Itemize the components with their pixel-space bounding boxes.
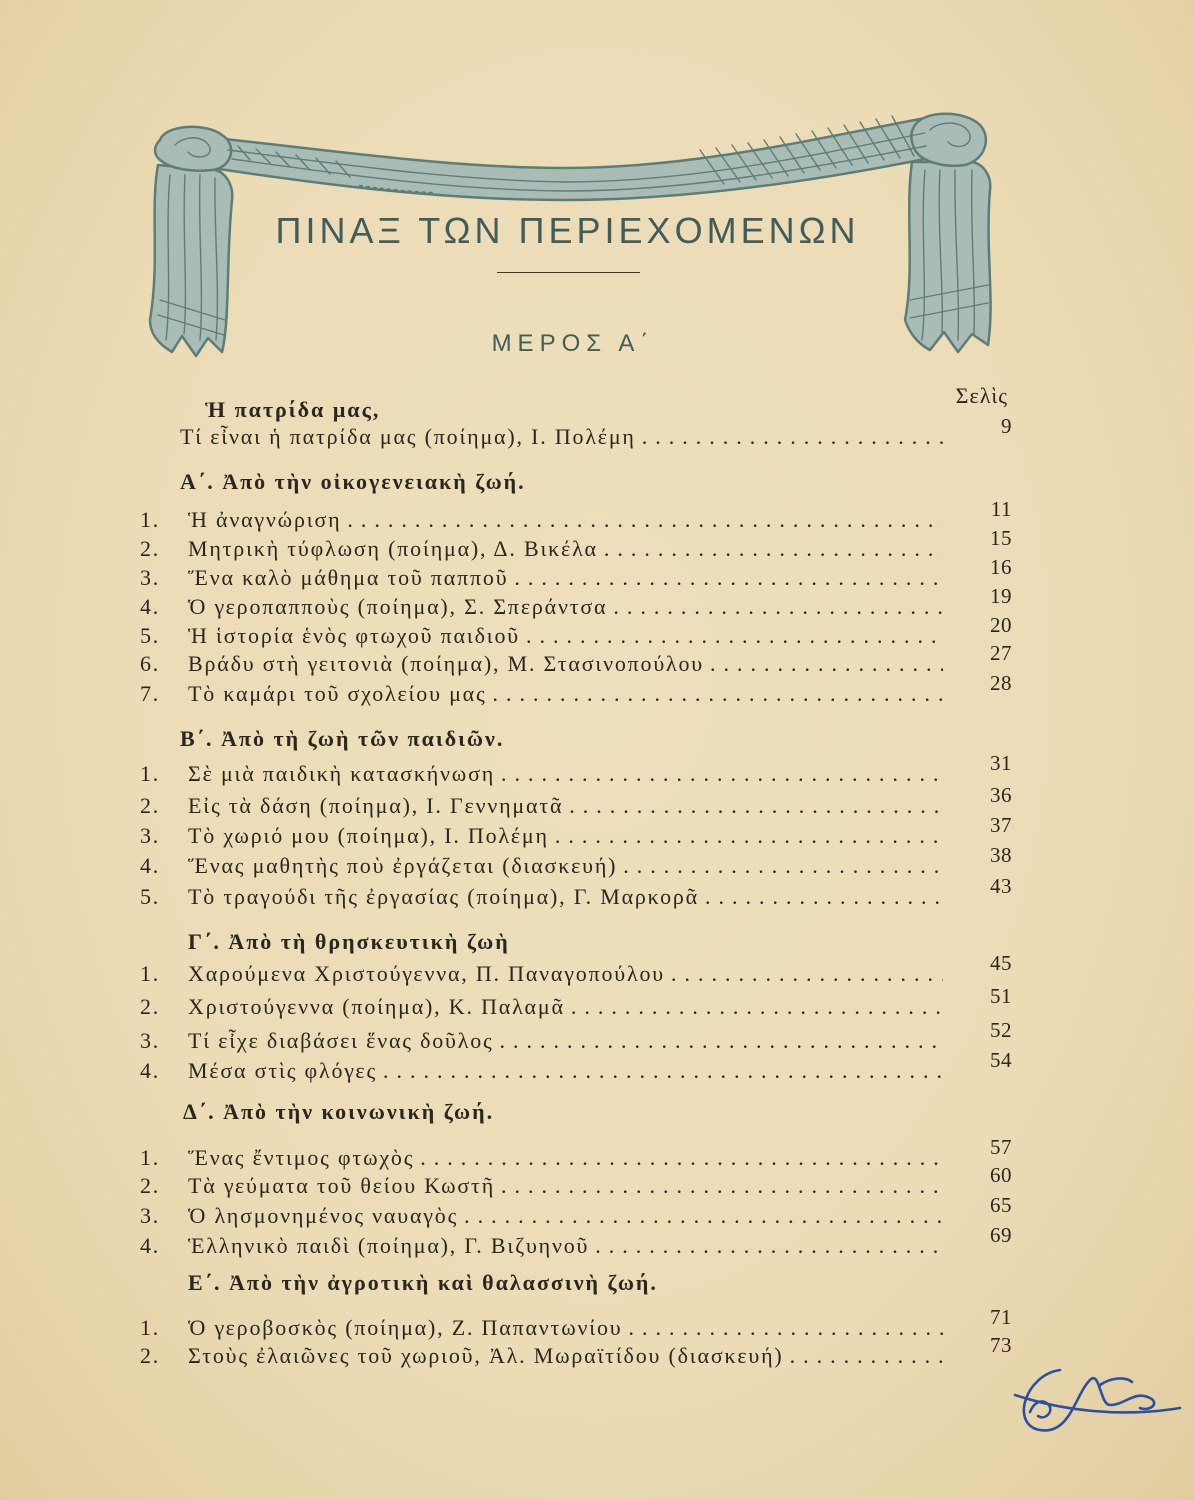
- dot-leader: [671, 959, 943, 989]
- entry-page-number: 51: [990, 984, 1012, 1008]
- entry-number: 7.: [140, 681, 161, 706]
- section-heading: Δ΄. Ἀπὸ τὴν κοινωνικὴ ζωή.: [183, 1099, 495, 1124]
- dot-leader: [555, 821, 943, 851]
- entry-page-number: 19: [990, 584, 1012, 608]
- toc-entry: [140, 843, 1015, 881]
- toc-entry: [140, 613, 1015, 651]
- entry-page-number: 20: [990, 613, 1012, 637]
- entry-number: 4.: [140, 594, 161, 619]
- dot-leader: [514, 563, 943, 593]
- entry-title: Μέσα στὶς φλόγες: [188, 1058, 377, 1083]
- section-heading: Β΄. Ἀπὸ τὴ ζωὴ τῶν παιδιῶν.: [180, 726, 505, 751]
- entry-page-number: 28: [990, 671, 1012, 695]
- dot-leader: [383, 1056, 943, 1086]
- entry-number: 3.: [140, 1203, 161, 1228]
- dot-leader: [705, 882, 943, 912]
- entry-number: 2.: [140, 1173, 161, 1198]
- entry-number: 1.: [140, 761, 161, 786]
- title-divider: [497, 272, 640, 273]
- toc-entry: [140, 1193, 1015, 1231]
- entry-title: Ἕνας ἔντιμος φτωχὸς: [188, 1145, 415, 1170]
- entry-title: Ἕνα καλὸ μάθημα τοῦ παπποῦ: [188, 565, 509, 590]
- entry-page-number: 11: [990, 497, 1012, 521]
- entry-title: Ἡ ἱστορία ἑνὸς φτωχοῦ παιδιοῦ: [188, 623, 520, 648]
- toc-entry: [140, 1223, 1015, 1261]
- entry-number: 4.: [140, 1058, 161, 1083]
- entry-page-number: 27: [990, 641, 1012, 665]
- toc-entry: [140, 1018, 1015, 1056]
- entry-page-number: 71: [990, 1305, 1012, 1329]
- toc-entry: [140, 497, 1015, 535]
- entry-page-number: 31: [990, 751, 1012, 775]
- entry-title: Χριστούγεννα (ποίημα), Κ. Παλαμᾶ: [188, 994, 565, 1019]
- toc-entry: [140, 526, 1015, 564]
- entry-number: 1.: [140, 1145, 161, 1170]
- entry-page-number: 9: [1001, 414, 1012, 438]
- toc-entry: [140, 751, 1015, 789]
- dot-leader: [501, 759, 943, 789]
- dot-leader: [571, 992, 943, 1022]
- toc-entry: [140, 1163, 1015, 1201]
- dot-leader: [347, 505, 943, 535]
- part-heading: ΜΕΡΟΣ Α΄: [491, 330, 655, 357]
- toc-entry: [140, 1135, 1015, 1173]
- entry-number: 6.: [140, 651, 161, 676]
- entry-page-number: 73: [990, 1333, 1012, 1357]
- entry-page-number: 57: [990, 1135, 1012, 1159]
- toc-entry: [140, 555, 1015, 593]
- entry-title: Τὸ χωριό μου (ποίημα), Ι. Πολέμη: [188, 823, 549, 848]
- entry-page-number: 15: [990, 526, 1012, 550]
- entry-title: Τὸ τραγούδι τῆς ἐργασίας (ποίημα), Γ. Μαρκορᾶ: [188, 884, 699, 909]
- entry-number: 2.: [140, 1343, 161, 1368]
- entry-title: Εἰς τὰ δάση (ποίημα), Ι. Γεννηματᾶ: [188, 793, 564, 818]
- section-heading: Ἡ πατρίδα μας,: [205, 397, 381, 422]
- dot-leader: [493, 679, 944, 709]
- dot-leader: [595, 1231, 943, 1261]
- toc-entry: [140, 813, 1015, 851]
- section-heading: Ε΄. Ἀπὸ τὴν ἀγροτικὴ καὶ θαλασσινὴ ζωή.: [188, 1270, 658, 1295]
- entry-title: Τί εἶχε διαβάσει ἕνας δοῦλος: [188, 1028, 494, 1053]
- dot-leader: [569, 791, 943, 821]
- entry-number: 1.: [140, 1315, 161, 1340]
- toc-entry: [140, 951, 1015, 989]
- entry-number: 4.: [140, 1233, 161, 1258]
- section-heading: Α΄. Ἀπὸ τὴν οἰκογενειακὴ ζωή.: [180, 469, 526, 494]
- entry-title: Μητρικὴ τύφλωση (ποίημα), Δ. Βικέλα: [188, 536, 598, 561]
- entry-number: 2.: [140, 536, 161, 561]
- signature-icon: [1000, 1350, 1190, 1460]
- dot-leader: [500, 1026, 943, 1056]
- entry-number: 3.: [140, 1028, 161, 1053]
- entry-page-number: 45: [990, 951, 1012, 975]
- entry-title: Ὁ γεροπαπποὺς (ποίημα), Σ. Σπεράντσα: [188, 594, 608, 619]
- dot-leader: [604, 534, 943, 564]
- dot-leader: [420, 1143, 943, 1173]
- entry-title: Στοὺς ἐλαιῶνες τοῦ χωριοῦ, Ἀλ. Μωραϊτίδου (διασκευή): [188, 1343, 784, 1368]
- dot-leader: [501, 1171, 943, 1201]
- entry-number: 2.: [140, 793, 161, 818]
- page-column-label: Σελὶς: [955, 383, 1008, 408]
- entry-number: 5.: [140, 623, 161, 648]
- entry-title: Σὲ μιὰ παιδικὴ κατασκήνωση: [188, 761, 496, 786]
- dot-leader: [464, 1201, 943, 1231]
- entry-page-number: 54: [990, 1048, 1012, 1072]
- entry-number: 4.: [140, 853, 161, 878]
- dot-leader: [623, 851, 943, 881]
- section-heading: Γ΄. Ἀπὸ τὴ θρησκευτικὴ ζωὴ: [188, 929, 510, 954]
- entry-title: Βράδυ στὴ γειτονιὰ (ποίημα), Μ. Στασινοπούλου: [188, 651, 705, 676]
- page-title: ΠΙΝΑΞ ΤΩΝ ΠΕΡΙΕΧΟΜΕΝΩΝ: [275, 210, 860, 251]
- entry-title: Ὁ λησμονημένος ναυαγὸς: [188, 1203, 459, 1228]
- entry-page-number: 69: [990, 1223, 1012, 1247]
- entry-number: 1.: [140, 961, 161, 986]
- entry-page-number: 60: [990, 1163, 1012, 1187]
- entry-page-number: 36: [990, 783, 1012, 807]
- dot-leader: [613, 592, 943, 622]
- entry-number: 1.: [140, 507, 161, 532]
- entry-title: Χαρούμενα Χριστούγεννα, Π. Παναγοπούλου: [188, 961, 665, 986]
- entry-title: Τὰ γεύματα τοῦ θείου Κωστῆ: [188, 1173, 496, 1198]
- dot-leader: [790, 1341, 943, 1371]
- dot-leader: [642, 422, 943, 452]
- toc-entry: [140, 984, 1015, 1022]
- entry-page-number: 38: [990, 843, 1012, 867]
- toc-entry: [140, 584, 1015, 622]
- toc-entry: [140, 1305, 1015, 1343]
- toc-entry: [140, 641, 1015, 679]
- entry-title: Τί εἶναι ἡ πατρίδα μας (ποίημα), Ι. Πολέμη: [180, 424, 636, 449]
- entry-number: 2.: [140, 994, 161, 1019]
- entry-page-number: 43: [990, 874, 1012, 898]
- entry-page-number: 37: [990, 813, 1012, 837]
- entry-title: Ἕνας μαθητὴς ποὺ ἐργάζεται (διασκευή): [188, 853, 618, 878]
- toc-entry: [140, 414, 1015, 452]
- entry-title: Ἡ ἀναγνώριση: [188, 507, 342, 532]
- entry-number: 3.: [140, 823, 161, 848]
- entry-title: Ἑλληνικὸ παιδὶ (ποίημα), Γ. Βιζυηνοῦ: [188, 1233, 590, 1258]
- dot-leader: [628, 1313, 943, 1343]
- entry-number: 5.: [140, 884, 161, 909]
- toc-entry: [140, 671, 1015, 709]
- entry-page-number: 65: [990, 1193, 1012, 1217]
- dot-leader: [710, 649, 943, 679]
- dot-leader: [526, 621, 943, 651]
- toc-entry: [140, 1333, 1015, 1371]
- toc-entry: [140, 783, 1015, 821]
- toc-entry: [140, 1048, 1015, 1086]
- entry-page-number: 16: [990, 555, 1012, 579]
- toc-entry: [140, 874, 1015, 912]
- entry-page-number: 52: [990, 1018, 1012, 1042]
- entry-title: Τὸ καμάρι τοῦ σχολείου μας: [188, 681, 487, 706]
- entry-number: 3.: [140, 565, 161, 590]
- entry-title: Ὁ γεροβοσκὸς (ποίημα), Ζ. Παπαντωνίου: [188, 1315, 623, 1340]
